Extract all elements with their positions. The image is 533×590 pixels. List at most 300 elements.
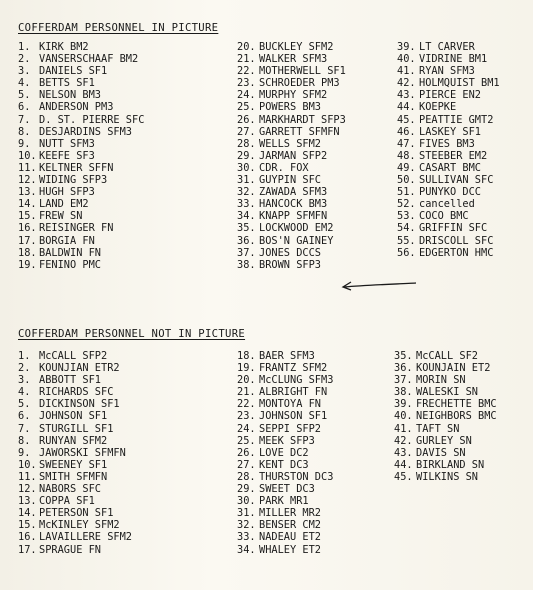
entry-number: 55. xyxy=(397,234,416,247)
not-in-picture-column-1 xyxy=(18,350,132,556)
entry-name: LASKEY SF1 xyxy=(419,125,481,138)
list-item xyxy=(237,447,333,459)
list-item xyxy=(18,138,144,150)
list-item xyxy=(18,150,144,162)
entry-number: 3. xyxy=(18,374,31,387)
entry-number: 31. xyxy=(237,174,256,187)
entry-name: RUNYAN SFM2 xyxy=(39,434,108,447)
entry-name: McCLUNG SFM3 xyxy=(259,374,334,387)
entry-name: MARKHARDT SFP3 xyxy=(259,113,346,126)
list-item xyxy=(18,459,132,471)
entry-name: FENINO PMC xyxy=(39,258,101,271)
list-item xyxy=(237,53,346,65)
entry-name: LT CARVER xyxy=(419,41,475,53)
list-item xyxy=(18,435,132,447)
list-item xyxy=(237,507,333,519)
entry-name: BORGIA FN xyxy=(39,234,95,247)
entry-number: 10. xyxy=(18,149,37,162)
entry-name: HANCOCK BM3 xyxy=(259,198,328,211)
list-item xyxy=(237,77,346,89)
entry-number: 48. xyxy=(397,149,416,162)
entry-name: ALBRIGHT FN xyxy=(259,386,328,399)
list-item xyxy=(18,495,132,507)
list-item xyxy=(18,114,144,126)
entry-name: GUYPIN SFC xyxy=(259,174,321,187)
entry-name: BALDWIN FN xyxy=(39,246,101,259)
entry-name: WALKER SFM3 xyxy=(259,53,328,66)
list-item xyxy=(237,519,333,531)
entry-number: 30. xyxy=(237,161,256,174)
list-item xyxy=(18,174,144,186)
entry-number: 26. xyxy=(237,113,256,126)
entry-name: BOS'N GAINEY xyxy=(259,234,334,247)
entry-name: KIRK BM2 xyxy=(39,41,89,53)
not-in-picture-column-3 xyxy=(394,350,497,483)
list-item xyxy=(18,247,144,259)
entry-number: 1. xyxy=(18,350,31,362)
entry-name: VANSERSCHAAF BM2 xyxy=(39,53,139,66)
entry-name: DRISCOLL SFC xyxy=(419,234,494,247)
entry-name: NADEAU ET2 xyxy=(259,531,321,544)
section-in-picture-title: COFFERDAM PERSONNEL IN PICTURE xyxy=(18,22,219,34)
not-in-picture-column-2 xyxy=(237,350,333,556)
entry-number: 25. xyxy=(237,434,256,447)
entry-name: D. ST. PIERRE SFC xyxy=(39,113,145,126)
list-item xyxy=(18,89,144,101)
entry-number: 27. xyxy=(237,125,256,138)
entry-number: 13. xyxy=(18,186,37,199)
entry-number: 53. xyxy=(397,210,416,223)
entry-name: DANIELS SF1 xyxy=(39,65,108,78)
entry-number: 23. xyxy=(237,77,256,90)
list-item xyxy=(237,101,346,113)
entry-name: STURGILL SF1 xyxy=(39,422,114,435)
list-item xyxy=(397,77,500,89)
list-item xyxy=(237,374,333,386)
entry-number: 43. xyxy=(397,89,416,102)
entry-name: McCALL SFP2 xyxy=(39,350,108,362)
list-item xyxy=(394,362,497,374)
list-item xyxy=(18,374,132,386)
entry-name: SWEENEY SF1 xyxy=(39,458,108,471)
list-item xyxy=(18,162,144,174)
entry-name: DAVIS SN xyxy=(416,446,466,459)
list-item xyxy=(237,350,333,362)
list-item xyxy=(18,210,144,222)
entry-number: 41. xyxy=(397,65,416,78)
list-item xyxy=(237,41,346,53)
list-item xyxy=(18,222,144,234)
list-item xyxy=(18,531,132,543)
list-item xyxy=(18,350,132,362)
entry-name: COPPA SF1 xyxy=(39,495,95,508)
entry-name: PARK MR1 xyxy=(259,495,309,508)
entry-name: PIERCE EN2 xyxy=(419,89,481,102)
entry-name: FIVES BM3 xyxy=(419,137,475,150)
entry-number: 27. xyxy=(237,458,256,471)
list-item xyxy=(237,65,346,77)
entry-number: 46. xyxy=(397,125,416,138)
list-item xyxy=(394,423,497,435)
entry-number: 18. xyxy=(18,246,37,259)
entry-name: CDR. FOX xyxy=(259,161,309,174)
entry-number: 1. xyxy=(18,41,31,53)
list-item xyxy=(237,423,333,435)
entry-number: 33. xyxy=(237,531,256,544)
list-item xyxy=(237,544,333,556)
entry-number: 35. xyxy=(394,350,413,362)
entry-number: 25. xyxy=(237,101,256,114)
list-item xyxy=(397,138,500,150)
list-item xyxy=(237,398,333,410)
entry-number: 20. xyxy=(237,374,256,387)
entry-number: 6. xyxy=(18,410,31,423)
in-picture-column-2 xyxy=(237,41,346,271)
list-item xyxy=(237,138,346,150)
list-item xyxy=(237,222,346,234)
list-item xyxy=(237,386,333,398)
list-item xyxy=(18,53,144,65)
list-item xyxy=(18,362,132,374)
entry-number: 29. xyxy=(237,149,256,162)
entry-name: McKINLEY SFM2 xyxy=(39,519,120,532)
list-item xyxy=(237,410,333,422)
entry-number: 9. xyxy=(18,137,31,150)
entry-number: 34. xyxy=(237,210,256,223)
entry-number: 5. xyxy=(18,89,31,102)
entry-name: TAFT SN xyxy=(416,422,460,435)
entry-number: 56. xyxy=(397,246,416,259)
entry-name: LOVE DC2 xyxy=(259,446,309,459)
list-item xyxy=(237,259,346,271)
list-item xyxy=(18,447,132,459)
entry-number: 33. xyxy=(237,198,256,211)
entry-number: 4. xyxy=(18,386,31,399)
entry-number: 8. xyxy=(18,434,31,447)
list-item xyxy=(237,235,346,247)
entry-name: HOLMQUIST BM1 xyxy=(419,77,500,90)
list-item xyxy=(237,459,333,471)
entry-number: 6. xyxy=(18,101,31,114)
list-item xyxy=(394,447,497,459)
list-item xyxy=(397,65,500,77)
entry-number: 20. xyxy=(237,41,256,53)
entry-name: LAND EM2 xyxy=(39,198,89,211)
entry-number: 11. xyxy=(18,161,37,174)
hand-drawn-arrow-icon xyxy=(338,277,418,291)
list-item xyxy=(237,531,333,543)
list-item xyxy=(394,410,497,422)
entry-name: WALESKI SN xyxy=(416,386,478,399)
list-item xyxy=(237,483,333,495)
entry-number: 26. xyxy=(237,446,256,459)
entry-name: SWEET DC3 xyxy=(259,483,315,496)
entry-number: 2. xyxy=(18,362,31,375)
entry-name: WELLS SFM2 xyxy=(259,137,321,150)
entry-number: 36. xyxy=(237,234,256,247)
entry-number: 38. xyxy=(237,258,256,271)
entry-number: 21. xyxy=(237,53,256,66)
list-item xyxy=(237,174,346,186)
entry-number: 8. xyxy=(18,125,31,138)
entry-number: 2. xyxy=(18,53,31,66)
entry-name: STEEBER EM2 xyxy=(419,149,488,162)
entry-number: 10. xyxy=(18,458,37,471)
entry-name: SULLIVAN SFC xyxy=(419,174,494,187)
entry-name: MONTOYA FN xyxy=(259,398,321,411)
list-item xyxy=(18,398,132,410)
entry-number: 14. xyxy=(18,198,37,211)
entry-number: 5. xyxy=(18,398,31,411)
list-item xyxy=(237,471,333,483)
list-item xyxy=(18,198,144,210)
entry-number: 18. xyxy=(237,350,256,362)
entry-number: 30. xyxy=(237,495,256,508)
entry-number: 44. xyxy=(397,101,416,114)
entry-name: JAWORSKI SFMFN xyxy=(39,446,126,459)
list-item xyxy=(397,210,500,222)
entry-name: JARMAN SFP2 xyxy=(259,149,328,162)
list-item xyxy=(397,101,500,113)
list-item xyxy=(397,222,500,234)
entry-number: 37. xyxy=(394,374,413,387)
entry-name: CASART BMC xyxy=(419,161,481,174)
entry-name: RYAN SFM3 xyxy=(419,65,475,78)
entry-number: 15. xyxy=(18,519,37,532)
entry-name: cancelled xyxy=(419,198,475,211)
entry-number: 39. xyxy=(397,41,416,53)
entry-name: MURPHY SFM2 xyxy=(259,89,328,102)
entry-number: 19. xyxy=(237,362,256,375)
list-item xyxy=(397,235,500,247)
entry-name: REISINGER FN xyxy=(39,222,114,235)
entry-name: BETTS SF1 xyxy=(39,77,95,90)
entry-name: NELSON BM3 xyxy=(39,89,101,102)
entry-number: 9. xyxy=(18,446,31,459)
entry-name: KEEFE SF3 xyxy=(39,149,95,162)
list-item xyxy=(237,435,333,447)
entry-name: ZAWADA SFM3 xyxy=(259,186,328,199)
entry-name: DICKINSON SF1 xyxy=(39,398,120,411)
list-item xyxy=(397,89,500,101)
list-item xyxy=(397,114,500,126)
entry-number: 23. xyxy=(237,410,256,423)
entry-name: LOCKWOOD EM2 xyxy=(259,222,334,235)
entry-name: JOHNSON SF1 xyxy=(39,410,108,423)
entry-name: FREW SN xyxy=(39,210,83,223)
entry-number: 17. xyxy=(18,543,37,556)
entry-name: EDGERTON HMC xyxy=(419,246,494,259)
entry-name: JOHNSON SF1 xyxy=(259,410,328,423)
entry-number: 38. xyxy=(394,386,413,399)
entry-name: SCHROEDER PM3 xyxy=(259,77,340,90)
entry-number: 7. xyxy=(18,113,31,126)
list-item xyxy=(237,210,346,222)
list-item xyxy=(397,126,500,138)
entry-number: 45. xyxy=(397,113,416,126)
entry-name: GURLEY SN xyxy=(416,434,472,447)
list-item xyxy=(397,186,500,198)
entry-name: VIDRINE BM1 xyxy=(419,53,488,66)
list-item xyxy=(237,362,333,374)
entry-name: PETERSON SF1 xyxy=(39,507,114,520)
in-picture-column-1 xyxy=(18,41,144,271)
list-item xyxy=(18,77,144,89)
entry-name: GRIFFIN SFC xyxy=(419,222,488,235)
list-item xyxy=(397,41,500,53)
entry-number: 45. xyxy=(394,470,413,483)
list-item xyxy=(18,483,132,495)
entry-name: FRECHETTE BMC xyxy=(416,398,497,411)
list-item xyxy=(394,374,497,386)
entry-number: 7. xyxy=(18,422,31,435)
entry-number: 51. xyxy=(397,186,416,199)
entry-name: MILLER MR2 xyxy=(259,507,321,520)
entry-number: 22. xyxy=(237,65,256,78)
list-item xyxy=(237,150,346,162)
list-item xyxy=(18,259,144,271)
list-item xyxy=(397,198,500,210)
entry-name: KELTNER SFFN xyxy=(39,161,114,174)
entry-number: 14. xyxy=(18,507,37,520)
entry-name: PUNYKO DCC xyxy=(419,186,481,199)
list-item xyxy=(237,114,346,126)
list-item xyxy=(394,398,497,410)
entry-name: KOEPKE xyxy=(419,101,457,114)
list-item xyxy=(18,471,132,483)
entry-number: 47. xyxy=(397,137,416,150)
entry-name: NUTT SFM3 xyxy=(39,137,95,150)
entry-number: 15. xyxy=(18,210,37,223)
entry-number: 39. xyxy=(394,398,413,411)
entry-number: 32. xyxy=(237,519,256,532)
list-item xyxy=(397,150,500,162)
entry-number: 12. xyxy=(18,483,37,496)
entry-name: KNAPP SFMFN xyxy=(259,210,328,223)
list-item xyxy=(18,544,132,556)
entry-name: BUCKLEY SFM2 xyxy=(259,41,334,53)
list-item xyxy=(18,410,132,422)
list-item xyxy=(18,65,144,77)
in-picture-column-3 xyxy=(397,41,500,259)
entry-name: WIDING SFP3 xyxy=(39,174,108,187)
entry-number: 3. xyxy=(18,65,31,78)
entry-number: 43. xyxy=(394,446,413,459)
entry-number: 11. xyxy=(18,470,37,483)
entry-name: BENSER CM2 xyxy=(259,519,321,532)
entry-number: 44. xyxy=(394,458,413,471)
entry-number: 34. xyxy=(237,543,256,556)
entry-name: THURSTON DC3 xyxy=(259,470,334,483)
entry-number: 40. xyxy=(394,410,413,423)
entry-name: RICHARDS SFC xyxy=(39,386,114,399)
list-item xyxy=(18,507,132,519)
list-item xyxy=(394,459,497,471)
entry-name: BIRKLAND SN xyxy=(416,458,485,471)
entry-name: GARRETT SFMFN xyxy=(259,125,340,138)
entry-name: FRANTZ SFM2 xyxy=(259,362,328,375)
entry-number: 37. xyxy=(237,246,256,259)
entry-name: PEATTIE GMT2 xyxy=(419,113,494,126)
entry-number: 40. xyxy=(397,53,416,66)
list-item xyxy=(237,247,346,259)
entry-name: COCO BMC xyxy=(419,210,469,223)
entry-name: SMITH SFMFN xyxy=(39,470,108,483)
list-item xyxy=(237,126,346,138)
entry-name: McCALL SF2 xyxy=(416,350,478,362)
entry-name: ANDERSON PM3 xyxy=(39,101,114,114)
entry-name: BROWN SFP3 xyxy=(259,258,321,271)
entry-name: ABBOTT SF1 xyxy=(39,374,101,387)
entry-number: 52. xyxy=(397,198,416,211)
entry-number: 28. xyxy=(237,470,256,483)
entry-number: 19. xyxy=(18,258,37,271)
entry-number: 54. xyxy=(397,222,416,235)
entry-name: MORIN SN xyxy=(416,374,466,387)
list-item xyxy=(394,435,497,447)
list-item xyxy=(237,89,346,101)
list-item xyxy=(394,386,497,398)
list-item xyxy=(397,174,500,186)
list-item xyxy=(237,186,346,198)
entry-number: 21. xyxy=(237,386,256,399)
entry-name: DESJARDINS SFM3 xyxy=(39,125,132,138)
entry-name: WILKINS SN xyxy=(416,470,478,483)
entry-number: 4. xyxy=(18,77,31,90)
entry-number: 42. xyxy=(397,77,416,90)
list-item xyxy=(237,198,346,210)
entry-number: 24. xyxy=(237,89,256,102)
entry-number: 22. xyxy=(237,398,256,411)
list-item xyxy=(237,495,333,507)
list-item xyxy=(394,471,497,483)
list-item xyxy=(18,126,144,138)
list-item xyxy=(18,386,132,398)
list-item xyxy=(18,101,144,113)
entry-number: 36. xyxy=(394,362,413,375)
entry-number: 35. xyxy=(237,222,256,235)
entry-number: 29. xyxy=(237,483,256,496)
list-item xyxy=(18,41,144,53)
entry-number: 17. xyxy=(18,234,37,247)
entry-name: KOUNJAIN ET2 xyxy=(416,362,491,375)
entry-number: 12. xyxy=(18,174,37,187)
list-item xyxy=(397,53,500,65)
entry-number: 13. xyxy=(18,495,37,508)
list-item xyxy=(397,162,500,174)
entry-name: KOUNJIAN ETR2 xyxy=(39,362,120,375)
entry-name: LAVAILLERE SFM2 xyxy=(39,531,132,544)
entry-number: 16. xyxy=(18,222,37,235)
list-item xyxy=(18,186,144,198)
entry-number: 31. xyxy=(237,507,256,520)
entry-number: 50. xyxy=(397,174,416,187)
entry-name: NEIGHBORS BMC xyxy=(416,410,497,423)
entry-name: MOTHERWELL SF1 xyxy=(259,65,346,78)
entry-name: NABORS SFC xyxy=(39,483,101,496)
entry-name: SPRAGUE FN xyxy=(39,543,101,556)
list-item xyxy=(237,162,346,174)
entry-number: 41. xyxy=(394,422,413,435)
entry-number: 16. xyxy=(18,531,37,544)
entry-name: WHALEY ET2 xyxy=(259,543,321,556)
entry-name: BAER SFM3 xyxy=(259,350,315,362)
entry-number: 28. xyxy=(237,137,256,150)
entry-name: MEEK SFP3 xyxy=(259,434,315,447)
entry-name: POWERS BM3 xyxy=(259,101,321,114)
list-item xyxy=(18,519,132,531)
list-item xyxy=(397,247,500,259)
